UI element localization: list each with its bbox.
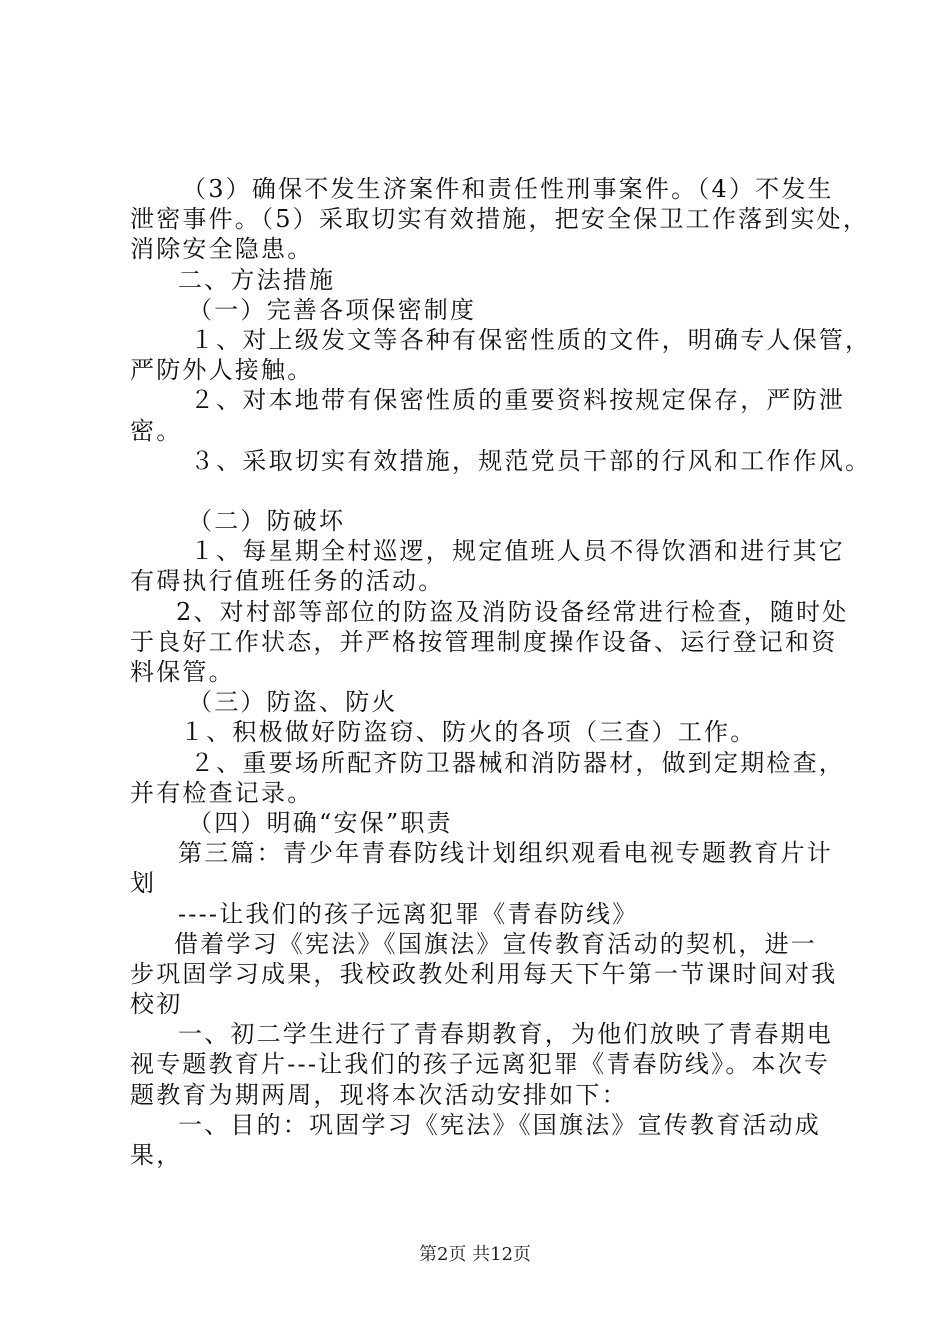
chapter-title: 第三篇：青少年青春防线计划组织观看电视专题教育片计 [178,839,833,868]
paragraph-line: 果， [130,1141,183,1169]
document-body [130,174,872,1170]
paragraph-line: １、积极做好防盗窃、防火的各项（三查）工作。 [180,718,757,747]
paragraph-line: 题教育为期两周，现将本次活动安排如下： [130,1080,628,1109]
subsection-heading: （二）防破坏 [188,507,346,536]
paragraph-line: 于良好工作状态，并严格按管理制度操作设备、运行登记和资 [130,627,838,656]
paragraph-line: （3）确保不发生济案件和责任性刑事案件。（4）不发生 [182,175,834,203]
paragraph-line: ２、重要场所配齐防卫器械和消防器材，做到定期检查， [190,748,845,777]
paragraph-line: 一、目的：巩固学习《宪法》《国旗法》宣传教育活动成 [178,1110,821,1139]
paragraph-line: 2、对村部等部位的防盗及消防设备经常进行检查，随时处 [176,597,849,626]
paragraph-line: 料保管。 [130,658,235,686]
subsection-heading: （一）完善各项保密制度 [188,295,477,324]
paragraph-line: 一、初二学生进行了青春期教育，为他们放映了青春期电 [178,1020,833,1049]
paragraph-line: 视专题教育片---让我们的孩子远离犯罪《青春防线》。本次专 [130,1050,831,1079]
paragraph-line: 步巩固学习成果，我校政教处利用每天下午第一节课时间对我 [130,959,838,988]
blank-line [130,476,850,506]
paragraph-line: ３、采取切实有效措施，规范党员干部的行风和工作作风。 [190,446,872,475]
chapter-subtitle: ----让我们的孩子远离犯罪《青春防线》 [178,899,639,928]
paragraph-line: １、对上级发文等各种有保密性质的文件，明确专人保管， [190,325,872,354]
paragraph-line: ２、对本地带有保密性质的重要资料按规定保存，严防泄 [190,386,845,415]
paragraph-line: 泄密事件。（5）采取切实有效措施，把安全保卫工作落到实处， [130,205,870,234]
paragraph-line: １、每星期全村巡逻，规定值班人员不得饮酒和进行其它 [190,537,845,566]
paragraph-line: 有碍执行值班任务的活动。 [130,567,445,596]
paragraph-line: 严防外人接触。 [130,356,314,385]
subsection-heading: （四）明确“安保”职责 [188,808,453,837]
paragraph-line: 借着学习《宪法》《国旗法》宣传教育活动的契机，进一 [174,929,817,958]
paragraph-line: 密。 [130,416,183,445]
page-number-footer: 第2页 共12页 [418,1244,532,1265]
chapter-title: 划 [130,869,157,898]
paragraph-line: 消除安全隐患。 [130,235,314,264]
paragraph-line: 并有检查记录。 [130,778,314,807]
paragraph-line: 校初 [130,990,183,1019]
section-heading: 二、方法措施 [178,265,336,294]
subsection-heading: （三）防盗、防火 [188,688,398,717]
